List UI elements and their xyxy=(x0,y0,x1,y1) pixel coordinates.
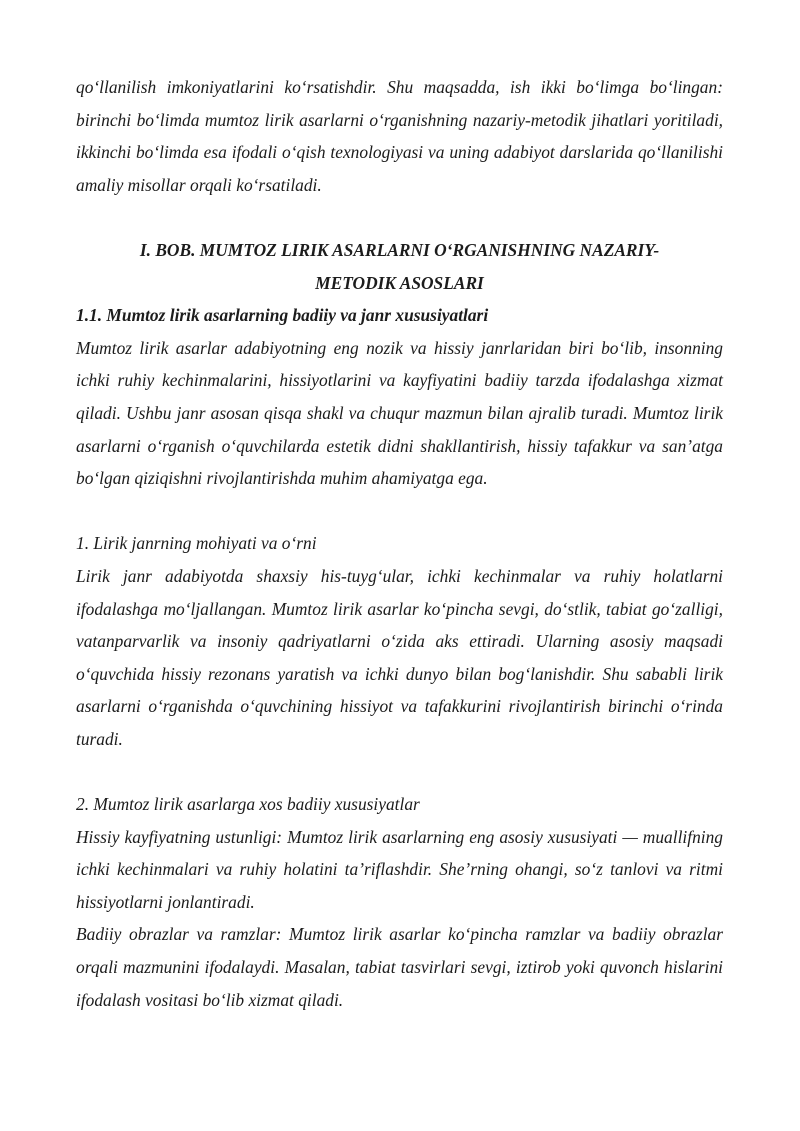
spacer xyxy=(76,495,723,528)
document-page xyxy=(76,71,723,1016)
subsection-2-paragraph-2: Badiiy obrazlar va ramzlar: Mumtoz lirik asarlar ko‘pincha ramzlar va badiiy obrazlar orqali mazmunini ifodalaydi. Masalan, tabiat tasvirlari sevgi, iztirob yoki quvonch hislarini ifodalash vositasi bo‘lib xizmat qiladi. xyxy=(76,924,723,1010)
chapter-title-line-1: I. BOB. MUMTOZ LIRIK ASARLARNI O‘RGANISHNING NAZARIY- xyxy=(139,239,660,260)
section-paragraph: Mumtoz lirik asarlar adabiyotning eng nozik va hissiy janrlaridan biri bo‘lib, insonning ichki ruhiy kechinmalarini, hissiyotlarini va kayfiyatini badiiy tarzda ifodalashga xizmat qiladi. Ushbu janr asosan qisqa shakl va chuqur mazmun bilan ajralib turadi. Mumtoz lirik asarlarni o‘rganish o‘quvchilarda estetik didni shakllantirish, hissiy tafakkur va san’atga bo‘lgan qiziqishni rivojlantirishda muhim ahamiyatga ega. xyxy=(76,337,723,489)
chapter-title-line-2: METODIK ASOSLARI xyxy=(315,272,484,293)
section-title: 1.1. Mumtoz lirik asarlarning badiiy va janr xususiyatlari xyxy=(76,305,489,326)
intro-paragraph: qo‘llanilish imkoniyatlarini ko‘rsatishdir. Shu maqsadda, ish ikki bo‘limga bo‘lingan: birinchi bo‘limda mumtoz lirik asarlarni o‘rganishning nazariy-metodik jihatlari yoritiladi, ikkinchi bo‘limda esa ifodali o‘qish texnologiyasi va uning adabiyot darslarida qo‘llanilishi amaliy misollar orqali ko‘rsatiladi. xyxy=(76,77,723,195)
subsection-1-paragraph: Lirik janr adabiyotda shaxsiy his-tuyg‘ular, ichki kechinmalar va ruhiy holatlarni ifodalashga mo‘ljallangan. Mumtoz lirik asarlar ko‘pincha sevgi, do‘stlik, tabiat go‘zalligi, vatanparvarlik va insoniy qadriyatlarni o‘zida aks ettiradi. Ularning asosiy maqsadi o‘quvchida hissiy rezonans yaratish va ichki dunyo bilan bog‘lanishdir. Shu sababli lirik asarlarni o‘rganishda o‘quvchining hissiyot va tafakkurini rivojlantirish birinchi o‘rinda turadi. xyxy=(76,565,723,749)
spacer xyxy=(76,755,723,788)
chapter-title xyxy=(76,234,723,299)
subsection-1-title: 1. Lirik janrning mohiyati va o‘rni xyxy=(76,533,317,554)
subsection-2-title: 2. Mumtoz lirik asarlarga xos badiiy xususiyatlar xyxy=(76,794,420,815)
subsection-2-paragraph-1: Hissiy kayfiyatning ustunligi: Mumtoz lirik asarlarning eng asosiy xususiyati — muallifning ichki kechinmalari va ruhiy holatini ta’riflashdir. She’rning ohangi, so‘z tanlovi va ritmi hissiyotlarni jonlantiradi. xyxy=(76,826,723,912)
